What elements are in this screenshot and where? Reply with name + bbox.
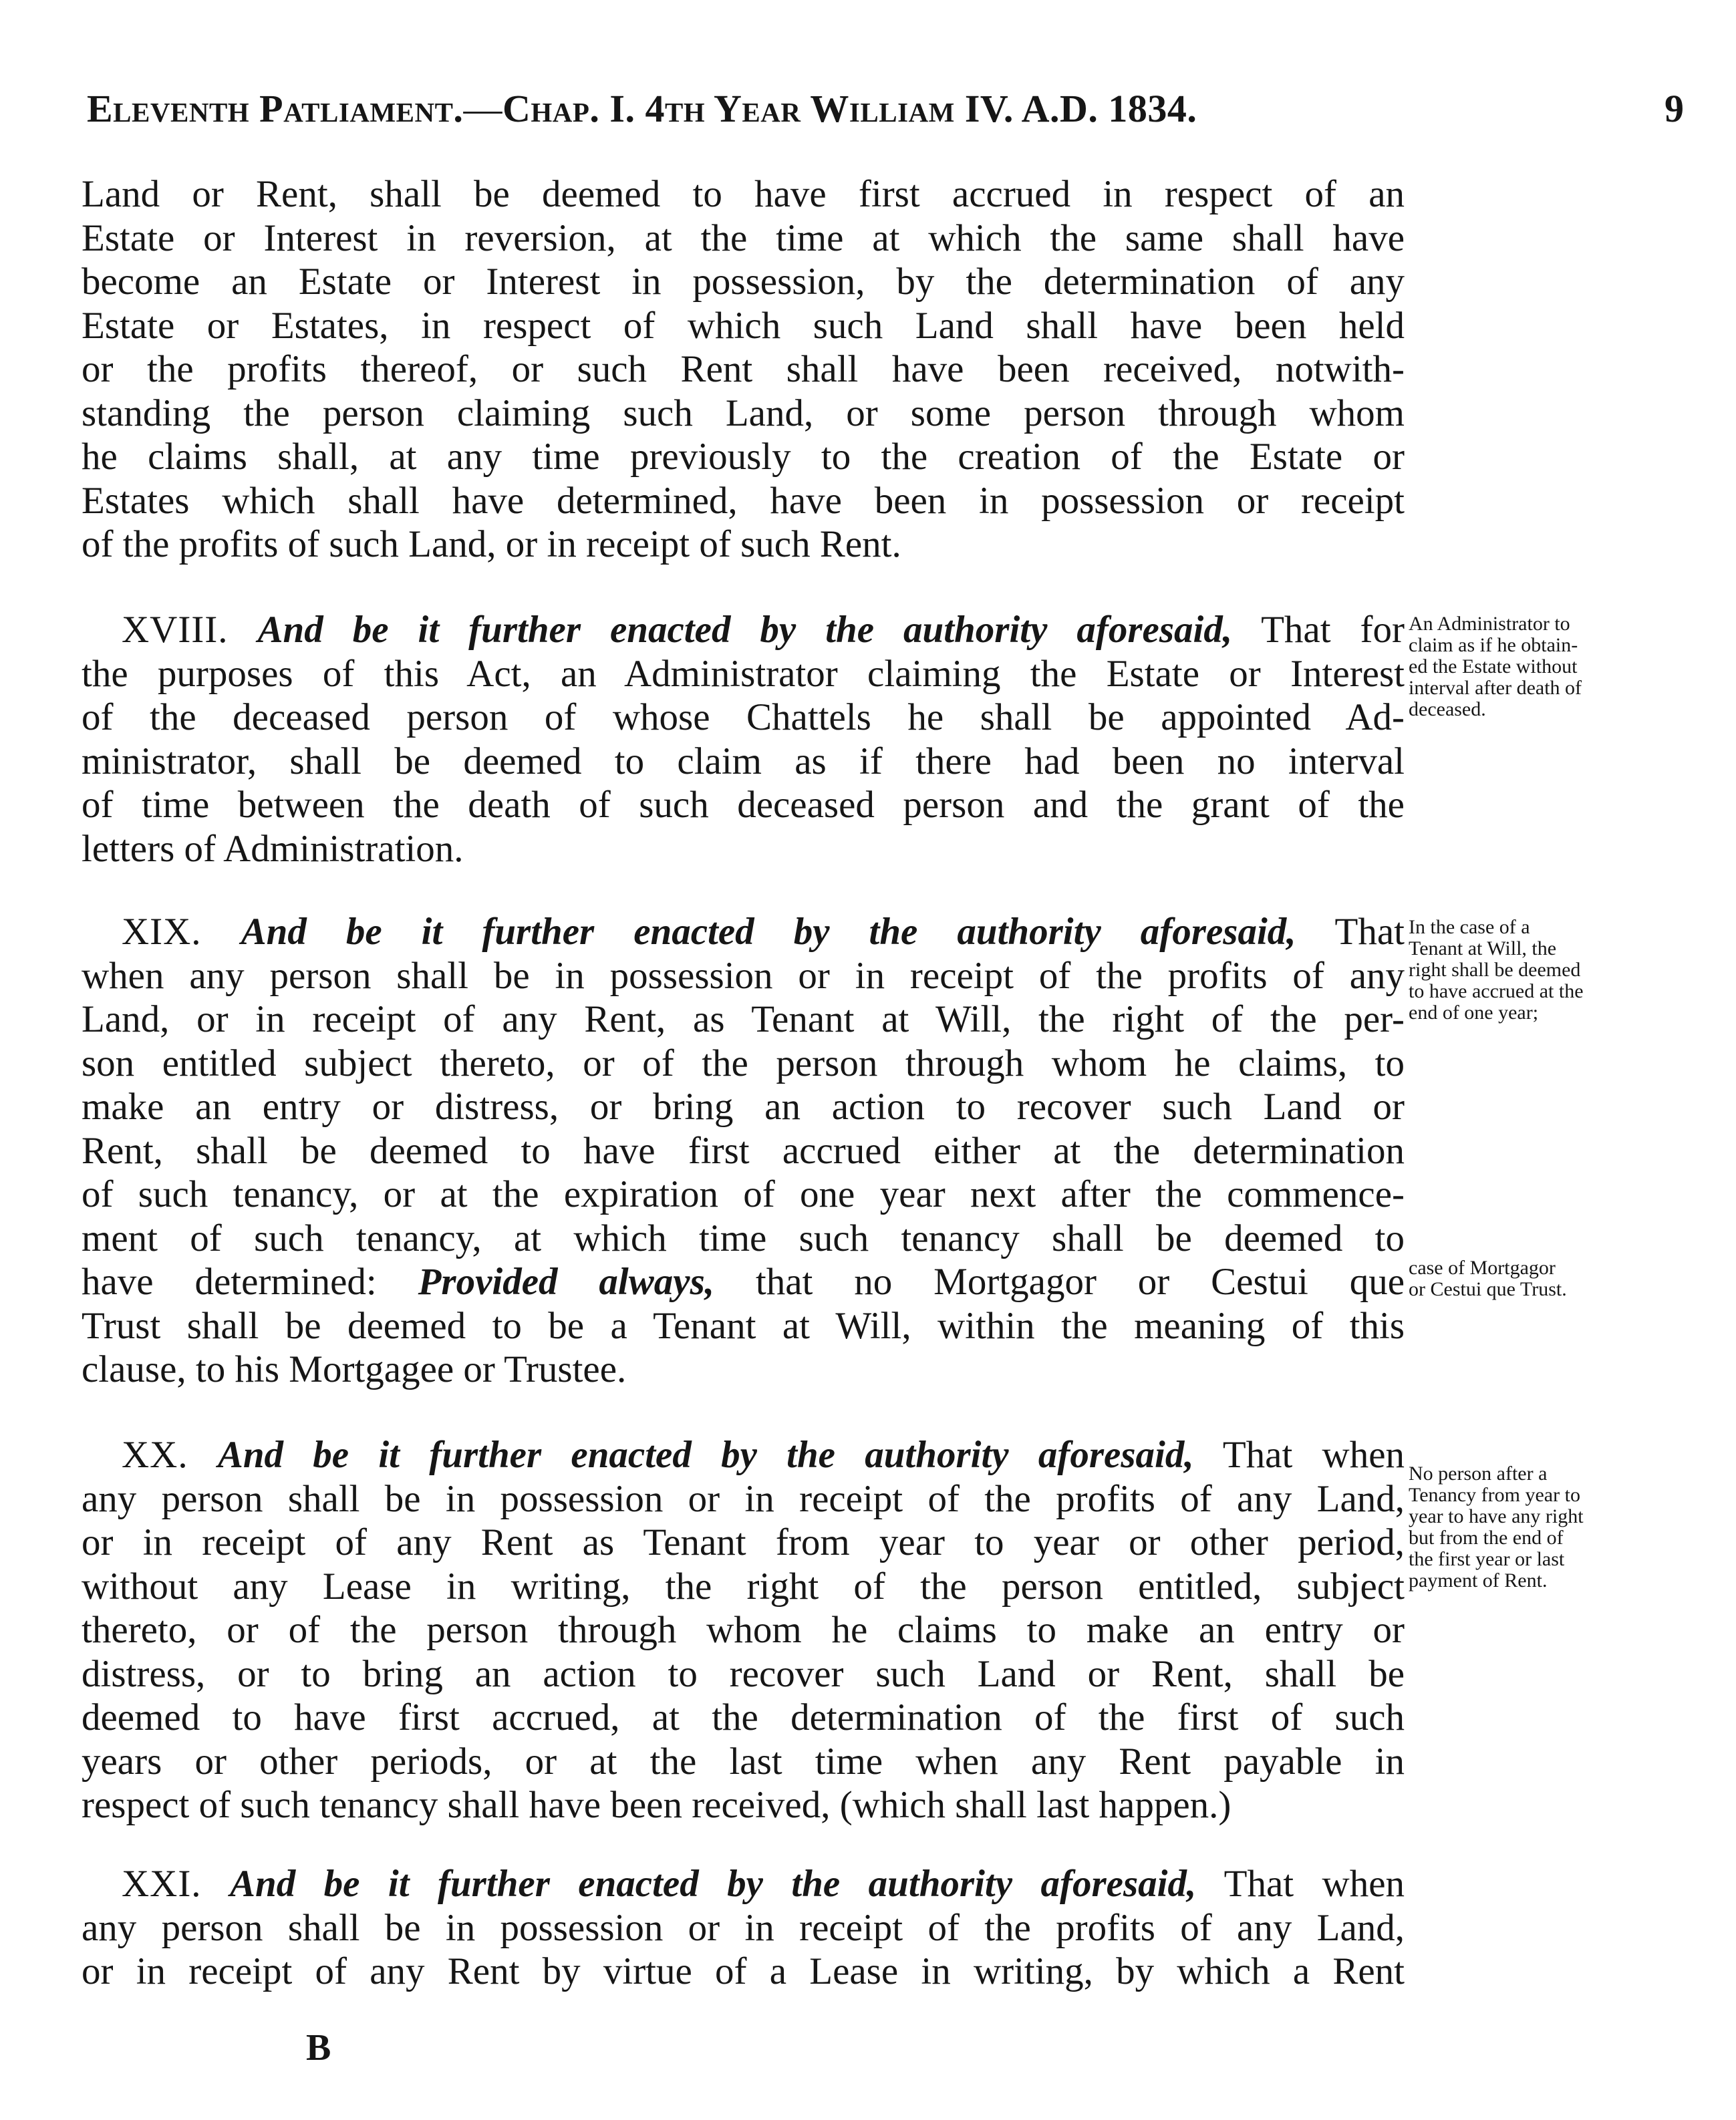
section-xx bbox=[82, 1433, 1405, 1827]
text-line: Land or Rent, shall be deemed to have first accrued in respect of an bbox=[82, 173, 1405, 215]
text-line: Land, or in receipt of any Rent, as Tenant at Will, the right of the per- bbox=[82, 998, 1405, 1040]
section-first-line bbox=[82, 910, 1405, 954]
text-line: Estate or Estates, in respect of which such Land shall have been held bbox=[82, 304, 1405, 347]
side-note-line: An Administrator to bbox=[1409, 613, 1570, 635]
text-line: son entitled subject thereto, or of the person through whom he claims, to bbox=[82, 1042, 1405, 1084]
side-note-line: end of one year; bbox=[1409, 1002, 1539, 1024]
side-note-line: to have accrued at the bbox=[1409, 980, 1584, 1002]
side-note-administrator bbox=[1409, 613, 1676, 720]
section-first-line bbox=[82, 1433, 1405, 1477]
text-line: standing the person claiming such Land, or some person through whom bbox=[82, 392, 1405, 434]
text-line: of the deceased person of whose Chattels he shall be appointed Ad- bbox=[82, 696, 1405, 738]
text-line: when any person shall be in possession or in receipt of the profits of any bbox=[82, 954, 1405, 997]
text-line: any person shall be in possession or in receipt of the profits of any Land, bbox=[82, 1906, 1405, 1949]
first-line-rest: That for bbox=[1261, 609, 1405, 651]
side-note-line: claim as if he obtain- bbox=[1409, 634, 1578, 656]
side-note-line: but from the end of bbox=[1409, 1527, 1564, 1549]
proviso-words: Provided always, bbox=[418, 1261, 715, 1303]
side-note-line: right shall be deemed bbox=[1409, 959, 1581, 981]
section-first-line bbox=[82, 608, 1405, 652]
enacting-clause: And be it further enacted by the authority aforesaid, bbox=[230, 1863, 1197, 1905]
first-line-rest: That when bbox=[1222, 1434, 1405, 1476]
text-line: or in receipt of any Rent as Tenant from year to year or other period, bbox=[82, 1521, 1405, 1563]
text-line: deemed to have first accrued, at the determination of the first of such bbox=[82, 1696, 1405, 1738]
signature-mark: B bbox=[306, 2027, 331, 2069]
side-note-tenant-at-will bbox=[1409, 917, 1676, 1024]
text-line: or in receipt of any Rent by virtue of a Lease in writing, by which a Rent bbox=[82, 1950, 1405, 1992]
section-number: XXI. bbox=[122, 1863, 202, 1905]
continuation-paragraph bbox=[82, 172, 1405, 567]
side-note-line: interval after death of bbox=[1409, 677, 1582, 699]
enacting-clause: And be it further enacted by the authority aforesaid, bbox=[217, 1434, 1194, 1476]
side-note-line: the first year or last bbox=[1409, 1548, 1565, 1570]
text-line: become an Estate or Interest in possession, by the determination of any bbox=[82, 261, 1405, 303]
side-note-line: Tenant at Will, the bbox=[1409, 937, 1557, 959]
side-note-line: In the case of a bbox=[1409, 916, 1530, 938]
running-title-separator: — bbox=[463, 87, 502, 130]
section-number: XIX. bbox=[122, 911, 202, 953]
proviso-line bbox=[82, 1260, 1405, 1304]
text-line: years or other periods, or at the last time when any Rent payable in bbox=[82, 1740, 1405, 1783]
section-xxi bbox=[82, 1862, 1405, 1994]
side-note-line: deceased. bbox=[1409, 698, 1486, 720]
text-line: without any Lease in writing, the right of the person entitled, subject bbox=[82, 1565, 1405, 1608]
side-note-line: Tenancy from year to bbox=[1409, 1484, 1580, 1506]
text-line: Estate or Interest in reversion, at the time at which the same shall have bbox=[82, 216, 1405, 259]
text-line: ministrator, shall be deemed to claim as if there had been no interval bbox=[82, 740, 1405, 782]
text-line: of such tenancy, or at the expiration of one year next after the commence- bbox=[82, 1173, 1405, 1215]
text-line: Trust shall be deemed to be a Tenant at Will, within the meaning of this bbox=[82, 1304, 1405, 1347]
text-line: letters of Administration. bbox=[82, 827, 464, 870]
text-line: make an entry or distress, or bring an action to recover such Land or bbox=[82, 1086, 1405, 1128]
side-note-line: payment of Rent. bbox=[1409, 1569, 1548, 1592]
text-line: or the profits thereof, or such Rent shall have been received, notwith- bbox=[82, 348, 1405, 390]
section-xviii bbox=[82, 608, 1405, 871]
text-line: respect of such tenancy shall have been received, (which shall last happen.) bbox=[82, 1784, 1232, 1826]
text-line: distress, or to bring an action to recover such Land or Rent, shall be bbox=[82, 1652, 1405, 1695]
enacting-clause: And be it further enacted by the authority aforesaid, bbox=[257, 609, 1233, 651]
section-first-line bbox=[82, 1862, 1405, 1906]
text-line: clause, to his Mortgagee or Trustee. bbox=[82, 1348, 627, 1390]
side-note-mortgagor bbox=[1409, 1257, 1676, 1300]
side-note-line: or Cestui que Trust. bbox=[1409, 1278, 1567, 1300]
running-header bbox=[87, 79, 1383, 139]
first-line-rest: That when bbox=[1223, 1863, 1405, 1905]
side-note-year-to-year bbox=[1409, 1463, 1676, 1592]
page-number: 9 bbox=[1665, 87, 1684, 130]
text-line: of time between the death of such deceased person and the grant of the bbox=[82, 784, 1405, 826]
section-xix bbox=[82, 910, 1405, 1392]
running-title-part2: Chap. I. 4th Year William IV. A.D. 1834. bbox=[502, 87, 1197, 130]
text-line: thereto, or of the person through whom he claims to make an entry or bbox=[82, 1609, 1405, 1651]
side-note-line: No person after a bbox=[1409, 1463, 1548, 1485]
text-line: of the profits of such Land, or in receipt of such Rent. bbox=[82, 523, 901, 565]
text-line: Estates which shall have determined, have been in possession or receipt bbox=[82, 479, 1405, 522]
text-line: any person shall be in possession or in receipt of the profits of any Land, bbox=[82, 1477, 1405, 1520]
side-note-line: case of Mortgagor bbox=[1409, 1257, 1556, 1279]
first-line-rest: That bbox=[1334, 911, 1405, 953]
text-line: Rent, shall be deemed to have first accrued either at the determination bbox=[82, 1129, 1405, 1172]
running-title-part1: Eleventh Patliament. bbox=[87, 87, 464, 130]
section-number: XX. bbox=[122, 1434, 188, 1476]
text-line: he claims shall, at any time previously to the creation of the Estate or bbox=[82, 436, 1405, 478]
text-line: ment of such tenancy, at which time such tenancy shall be deemed to bbox=[82, 1217, 1405, 1259]
proviso-line-rest: that no Mortgagor or Cestui que bbox=[755, 1261, 1405, 1303]
enacting-clause: And be it further enacted by the authority aforesaid, bbox=[241, 911, 1296, 953]
text-line: the purposes of this Act, an Administrator claiming the Estate or Interest bbox=[82, 652, 1405, 695]
proviso-line-start: have determined: bbox=[82, 1261, 377, 1303]
section-number: XVIII. bbox=[122, 609, 229, 651]
side-note-line: year to have any right bbox=[1409, 1505, 1584, 1527]
side-note-line: ed the Estate without bbox=[1409, 655, 1578, 677]
